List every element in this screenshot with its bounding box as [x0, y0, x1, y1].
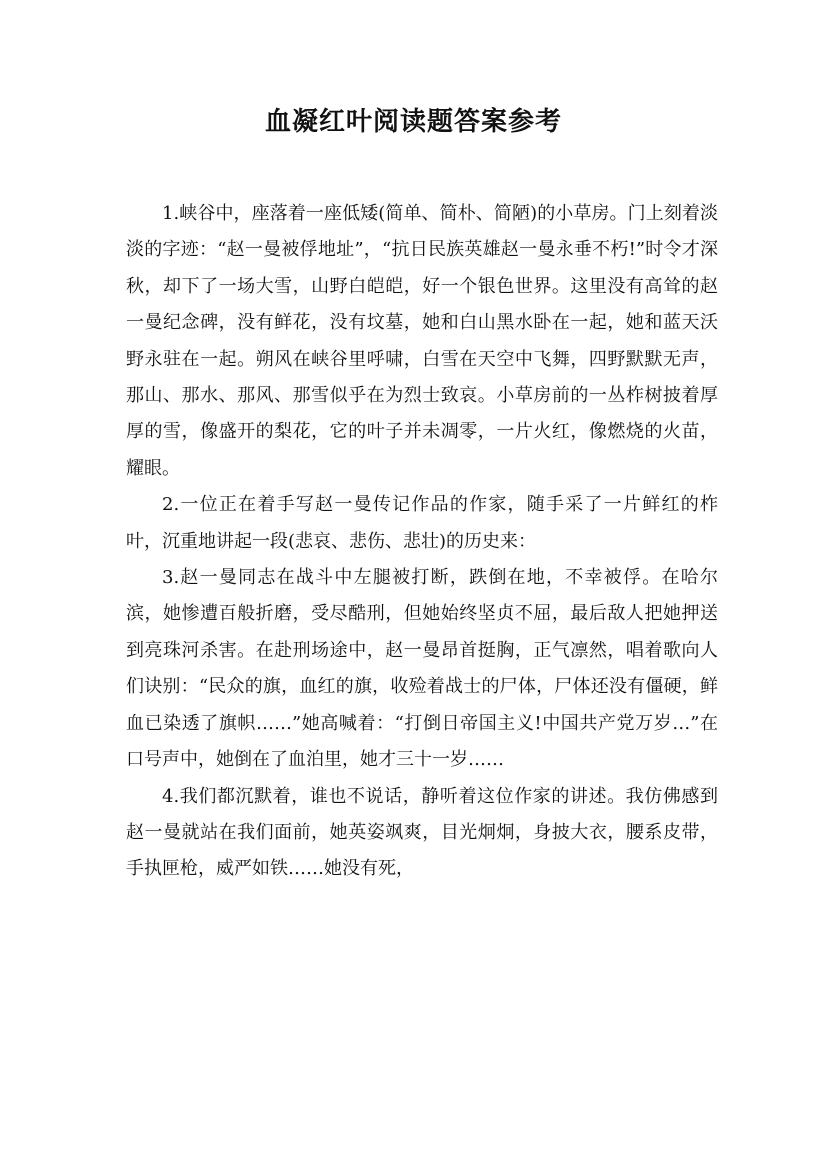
document-title: 血凝红叶阅读题答案参考 — [264, 107, 562, 137]
paragraph-1: 1.峡谷中，座落着一座低矮(简单、简朴、简陋)的小草房。门上刻着淡淡的字迹：“赵一曼被俘地址”，“抗日民族英雄赵一曼永垂不朽!”时令才深秋，却下了一场大雪，山野白皑皑，好一个银色世界。这里没有高耸的赵一曼纪念碑，没有鲜花，没有坟墓，她和白山黑水卧在一起，她和蓝天沃野永驻在一起。朔风在峡谷里呼啸，白雪在天空中飞舞，四野默默无声，那山、那水、那风、那雪似乎在为烈士致哀。小草房前的一丛柞树披着厚厚的雪，像盛开的梨花，它的叶子并未凋零，一片火红，像燃烧的火苗，耀眼。 — [126, 203, 718, 479]
document-body — [126, 196, 718, 888]
paragraph-3: 3.赵一曼同志在战斗中左腿被打断，跌倒在地，不幸被俘。在哈尔滨，她惨遭百般折磨，受尽酷刑，但她始终坚贞不屈，最后敌人把她押送到亮珠河杀害。在赴刑场途中，赵一曼昂首挺胸，正气凛然，唱着歌向人们诀别：“民众的旗，血红的旗，收殓着战士的尸体，尸体还没有僵硬，鲜血已染透了旗帜……”她高喊着：“打倒日帝国主义!中国共产党万岁…”在口号声中，她倒在了血泊里，她才三十一岁…… — [126, 567, 718, 771]
paragraph-4: 4.我们都沉默着，谁也不说话，静听着这位作家的讲述。我仿佛感到赵一曼就站在我们面前，她英姿飒爽，目光炯炯，身披大衣，腰系皮带，手执匣枪，威严如铁……她没有死， — [126, 785, 718, 880]
paragraph-2: 2.一位正在着手写赵一曼传记作品的作家，随手采了一片鲜红的柞叶，沉重地讲起一段(悲哀、悲伤、悲壮)的历史来： — [126, 494, 718, 552]
